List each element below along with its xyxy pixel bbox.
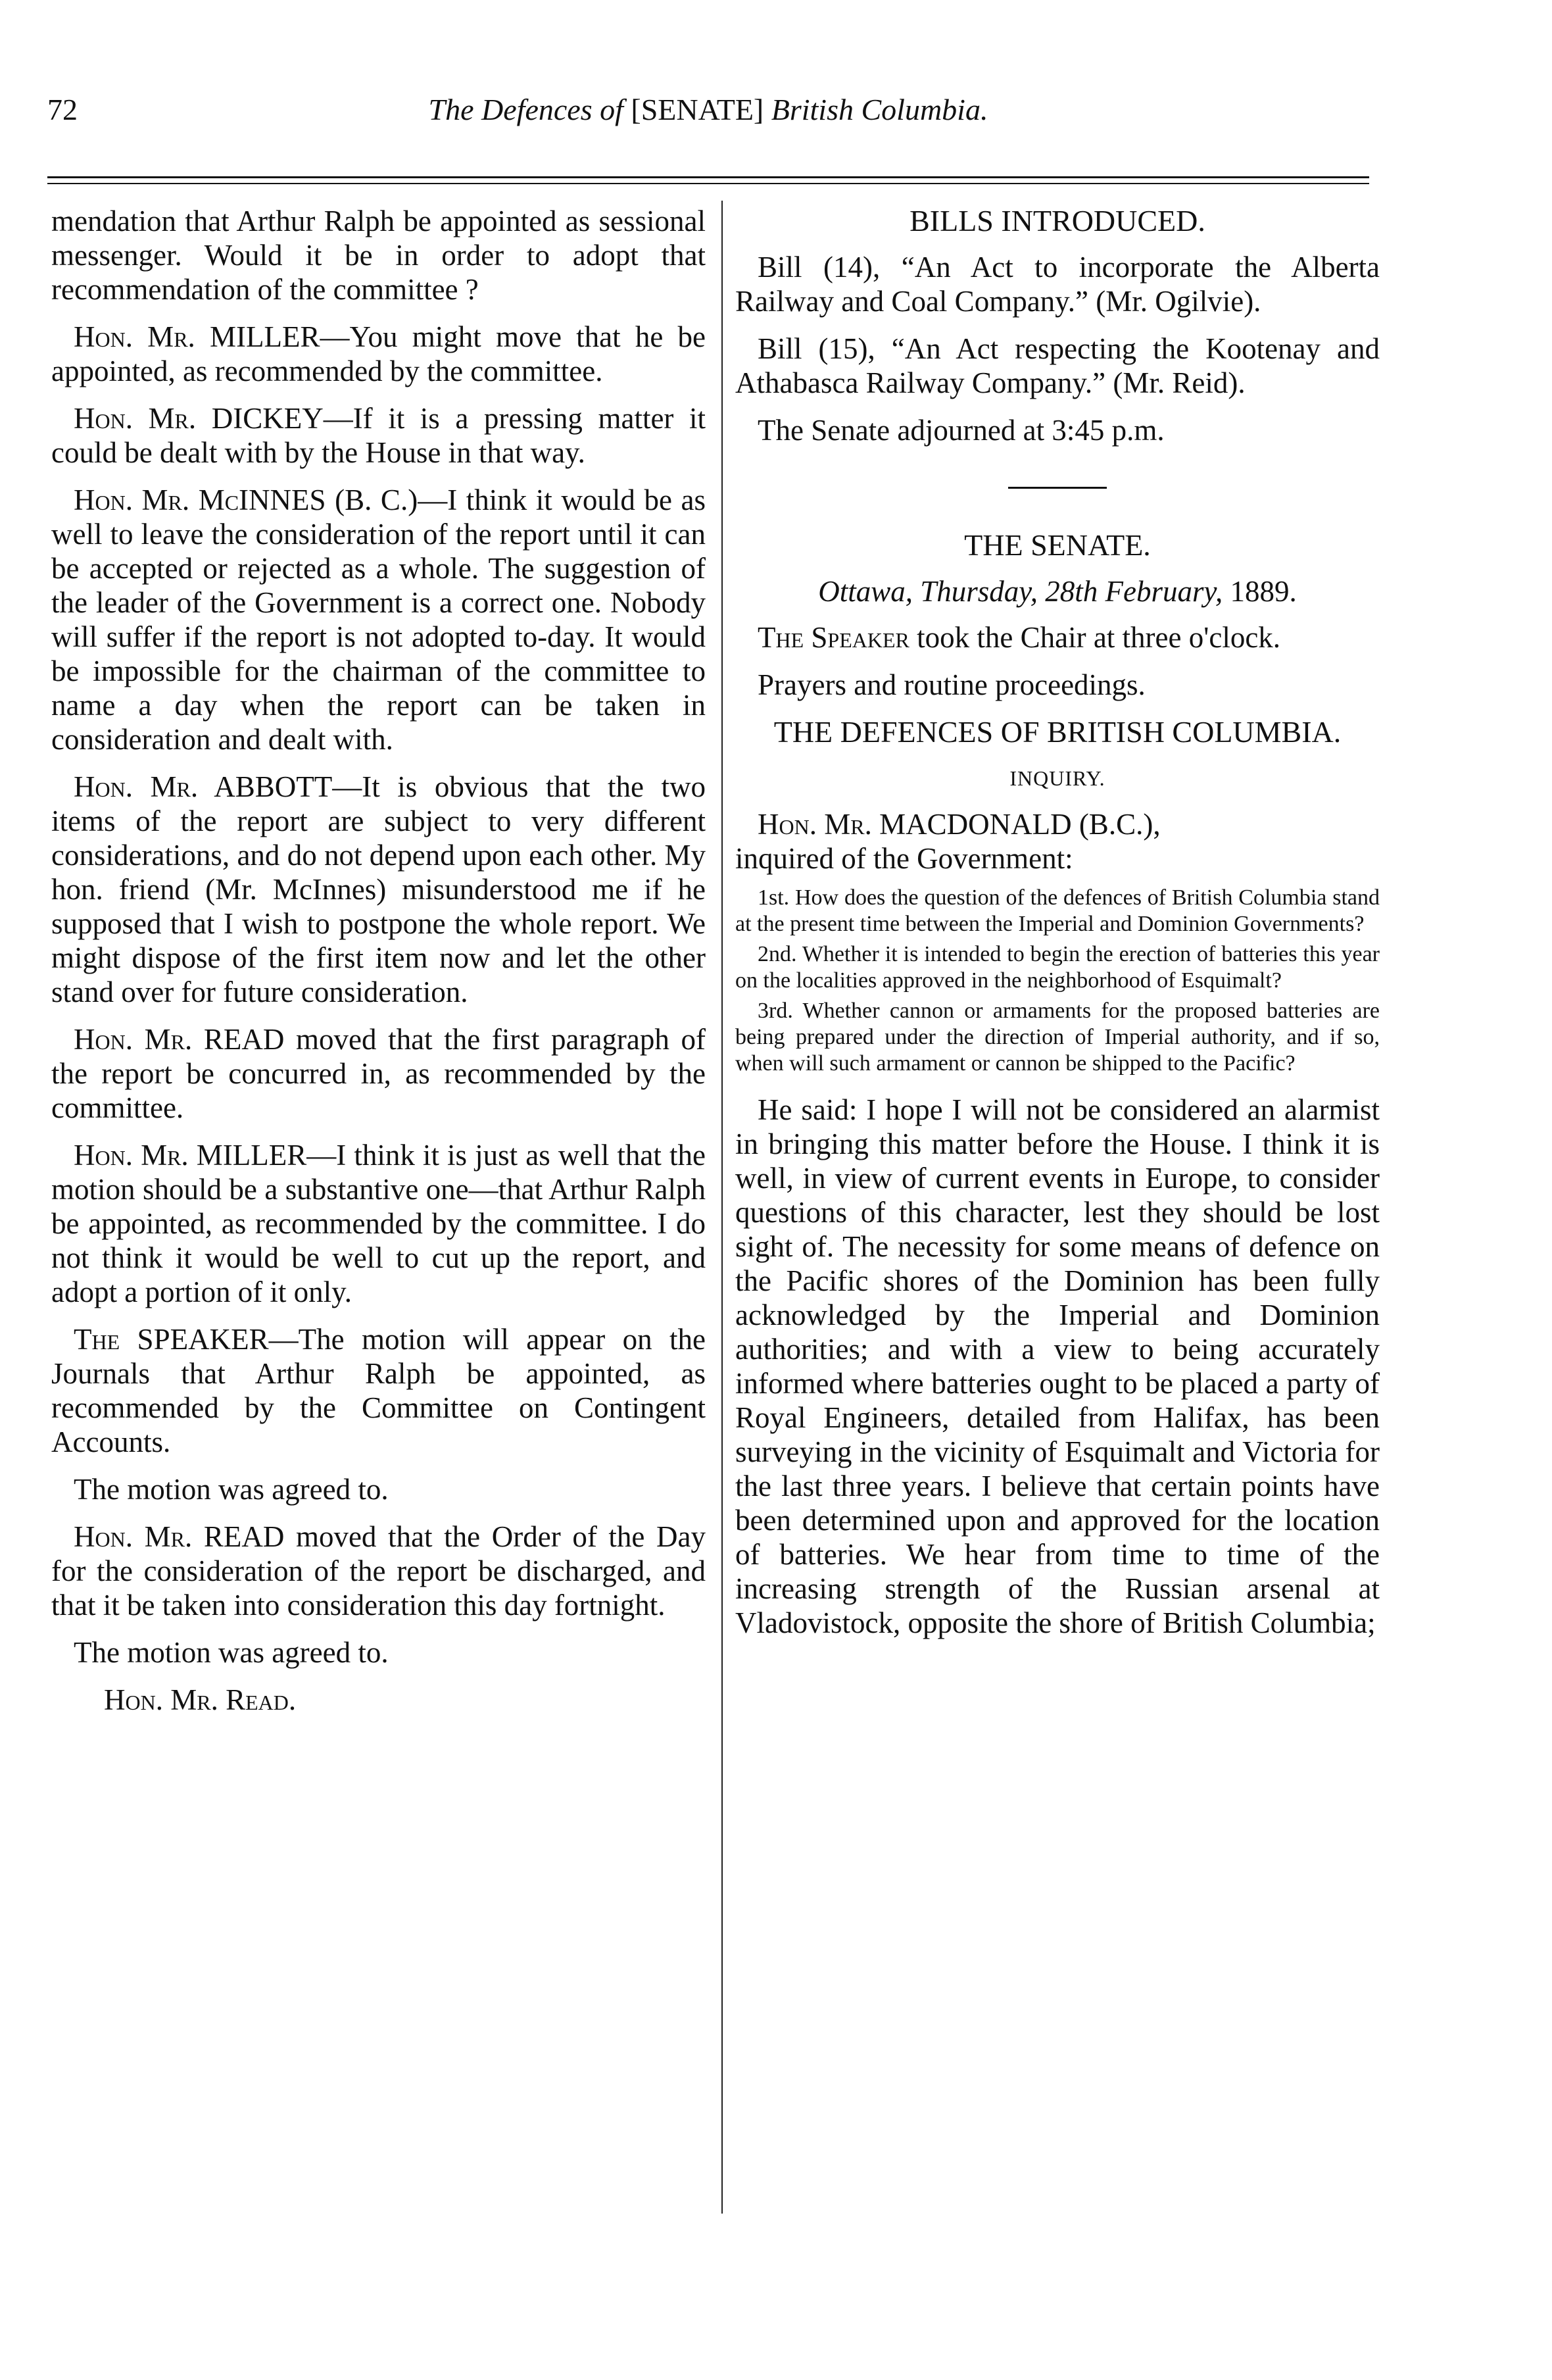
speaker-name: Hon. Mr. MILLER — [74, 1139, 307, 1172]
senate-heading: THE SENATE. — [964, 528, 1151, 562]
inquiry-questions — [735, 885, 1380, 1077]
running-title-right: British Columbia. — [771, 93, 988, 126]
defences-heading: THE DEFENCES OF BRITISH COLUMBIA. — [773, 715, 1342, 749]
inquiry-question: 2nd. Whether it is intended to begin the erection of batteries this year on the localities approved in the neighborhood of Esquimalt? — [735, 942, 1380, 993]
paragraph: The motion was agreed to. — [74, 1473, 389, 1506]
dateline — [735, 574, 1380, 608]
left-column — [51, 204, 706, 1730]
speaker-name: Hon. Mr. DICKEY — [74, 402, 324, 435]
column-divider — [721, 201, 723, 2214]
paragraph — [735, 807, 1380, 876]
page-number: 72 — [47, 93, 78, 126]
speaker-name: Hon. Mr. MACDONALD (B.C.), — [758, 808, 1161, 841]
paragraph — [51, 483, 706, 756]
speech-text: took the Chair at three o'clock. — [909, 621, 1281, 654]
bill-item: Bill (15), “An Act respecting the Kootenay and Athabasca Railway Company.” (Mr. Reid). — [735, 332, 1380, 399]
paragraph: mendation that Arthur Ralph be appointed as sessional messenger. Would it be in order to adopt that recommendation of the committee ? — [51, 205, 706, 306]
speech-text: —The motion will appear on the Journals that Arthur Ralph be appointed, as recommended by the Committee on Contingent Accounts. — [51, 1323, 706, 1458]
speech-text: moved that the first paragraph of the report be concurred in, as recommended by the committee. — [51, 1023, 706, 1124]
paragraph — [51, 770, 706, 1009]
speech-text: —If it is a pressing matter it could be dealt with by the House in that way. — [51, 402, 706, 469]
dateline-place: Ottawa, Thursday, 28th February, — [818, 575, 1223, 608]
speech-text: —I think it would be as well to leave the consideration of the report until it can be accepted or rejected as a whole. The suggestion of the leader of the Government is a correct one. Nobody will suffer if the report is not adopted to-day. It would be impossible for the chairman of the committee to name a day when the report can be taken in consideration and dealt with. — [51, 483, 706, 756]
running-title — [47, 92, 1369, 127]
speech-text: inquired of the Government: — [735, 842, 1073, 875]
speaker-name: Hon. Mr. ABBOTT — [74, 770, 333, 803]
speaker-name: Hon. Mr. READ — [74, 1520, 285, 1553]
speech-text: —It is obvious that the two items of the report are subject to very different considerations, and do not depend upon each other. My hon. friend (Mr. McInnes) misunderstood me if he supposed that I wish to postpone the whole report. We might dispose of the first item now and let the other stand over for future consideration. — [51, 770, 706, 1008]
paragraph — [51, 1520, 706, 1622]
speaker-name: Hon. Mr. McINNES (B. C.) — [74, 483, 418, 516]
speaker-name: The SPEAKER — [74, 1323, 269, 1356]
section-rule — [1008, 487, 1107, 489]
running-title-left: The Defences of — [428, 93, 623, 126]
speech-text: moved that the Order of the Day for the consideration of the report be discharged, and that it be taken into consideration this day fortnight. — [51, 1520, 706, 1622]
bill-item: Bill (14), “An Act to incorporate the Alberta Railway and Coal Company.” (Mr. Ogilvie). — [735, 251, 1380, 318]
inquiry-question: 3rd. Whether cannon or armaments for the proposed batteries are being prepared under the direction of Imperial authority, and if so, when will such armament or cannon be shipped to the Pacific? — [735, 999, 1380, 1076]
adjourned-note: The Senate adjourned at 3:45 p.m. — [758, 414, 1165, 447]
speech-text: —I think it is just as well that the motion should be a substantive one—that Arthur Ralph be appointed, as recommended by the committee. I do not think it would be well to cut up the report, and adopt a portion of it only. — [51, 1139, 706, 1308]
paragraph: Hon. Mr. Read. — [104, 1683, 297, 1716]
header-rule-bottom — [47, 183, 1369, 184]
paragraph: Prayers and routine proceedings. — [758, 668, 1146, 701]
inquiry-question: 1st. How does the question of the defences of British Columbia stand at the present time between the Imperial and Dominion Governments? — [735, 885, 1380, 936]
running-header — [47, 92, 1369, 145]
paragraph — [51, 320, 706, 388]
running-title-mid: [SENATE] — [631, 93, 764, 126]
paragraph — [51, 401, 706, 470]
paragraph — [51, 1138, 706, 1309]
inquiry-heading: INQUIRY. — [1009, 766, 1105, 790]
right-column — [735, 204, 1380, 1653]
paragraph: He said: I hope I will not be considered an alarmist in bringing this matter before the House. I think it is well, in view of current events in Europe, to consider questions of this character, lest they should be lost sight of. The necessity for some means of defence on the Pacific shores of the Dominion has been fully acknowledged by the Imperial and Dominion authorities; and with a view to being accurately informed where batteries ought to be placed a party of Royal Engineers, detailed from Halifax, has been surveying in the vicinity of Esquimalt and Victoria for the last three years. I believe that certain points have been determined upon and approved for the location of batteries. We hear from time to time of the increasing strength of the Russian arsenal at Vladovistock, opposite the shore of British Columbia; — [735, 1093, 1380, 1639]
paragraph: The motion was agreed to. — [74, 1636, 389, 1669]
speaker-name: Hon. Mr. READ — [74, 1023, 285, 1056]
dateline-year: 1889. — [1223, 575, 1297, 608]
bills-heading: BILLS INTRODUCED. — [909, 204, 1205, 237]
paragraph — [51, 1322, 706, 1459]
speech-text: —You might move that he be appointed, as recommended by the committee. — [51, 320, 706, 387]
speaker-name: Hon. Mr. MILLER — [74, 320, 320, 353]
speaker-name: The Speaker — [758, 621, 909, 654]
paragraph — [735, 620, 1380, 655]
paragraph — [51, 1022, 706, 1125]
header-rule-top — [47, 176, 1369, 178]
